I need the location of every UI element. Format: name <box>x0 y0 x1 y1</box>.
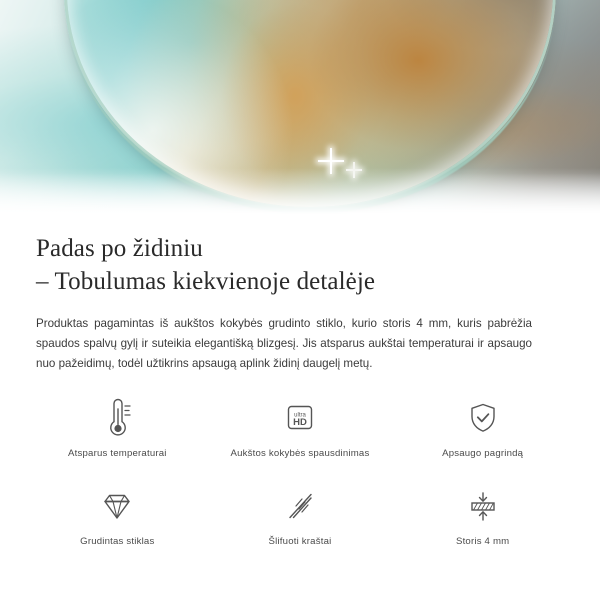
hero-image <box>0 0 600 222</box>
thickness-arrows-icon <box>463 484 503 530</box>
diamond-icon <box>97 484 137 530</box>
description-paragraph: Produktas pagamintas iš aukštos kokybės grudinto stiklo, kurio storis 4 mm, kuris pabrėžia spaudos spalvų gylį ir suteikia elegantišką blizgesį. Jis atsparus aukštai temperaturai ir apsaugo nuo pažeidimų, todėl užtikrins apsaugą aplink židinį daugelį metų. <box>36 317 532 370</box>
feature-label: Grudintas stiklas <box>80 536 155 547</box>
feature-label: Atsparus temperaturai <box>68 448 167 459</box>
feature-item-polished-edges <box>209 484 392 564</box>
feature-item-thickness <box>391 484 574 564</box>
feature-item-surface-protection <box>391 396 574 476</box>
polished-edges-icon <box>280 484 320 530</box>
thermometer-icon <box>97 396 137 442</box>
feature-item-print-quality <box>209 396 392 476</box>
feature-item-temperature-resistant <box>26 396 209 476</box>
hero-fade-overlay <box>0 168 600 222</box>
shield-check-icon <box>463 396 503 442</box>
feature-item-tempered-glass <box>26 484 209 564</box>
page-title <box>0 222 600 298</box>
ultra-hd-icon <box>280 396 320 442</box>
feature-grid <box>0 396 600 564</box>
svg-text:ultra: ultra <box>294 412 306 419</box>
feature-label: Šlifuoti kraštai <box>268 536 332 547</box>
feature-label: Storis 4 mm <box>455 536 510 547</box>
svg-text:HD: HD <box>293 417 307 428</box>
content-area <box>0 222 600 564</box>
feature-label: Aukštos kokybės spausdinimas <box>230 448 370 459</box>
headline-line-2: – Tobulumas kiekvienoje detalėje <box>36 268 376 295</box>
feature-label: Apsaugo pagrindą <box>442 448 524 459</box>
headline-line-1: Padas po židiniu <box>36 235 203 262</box>
